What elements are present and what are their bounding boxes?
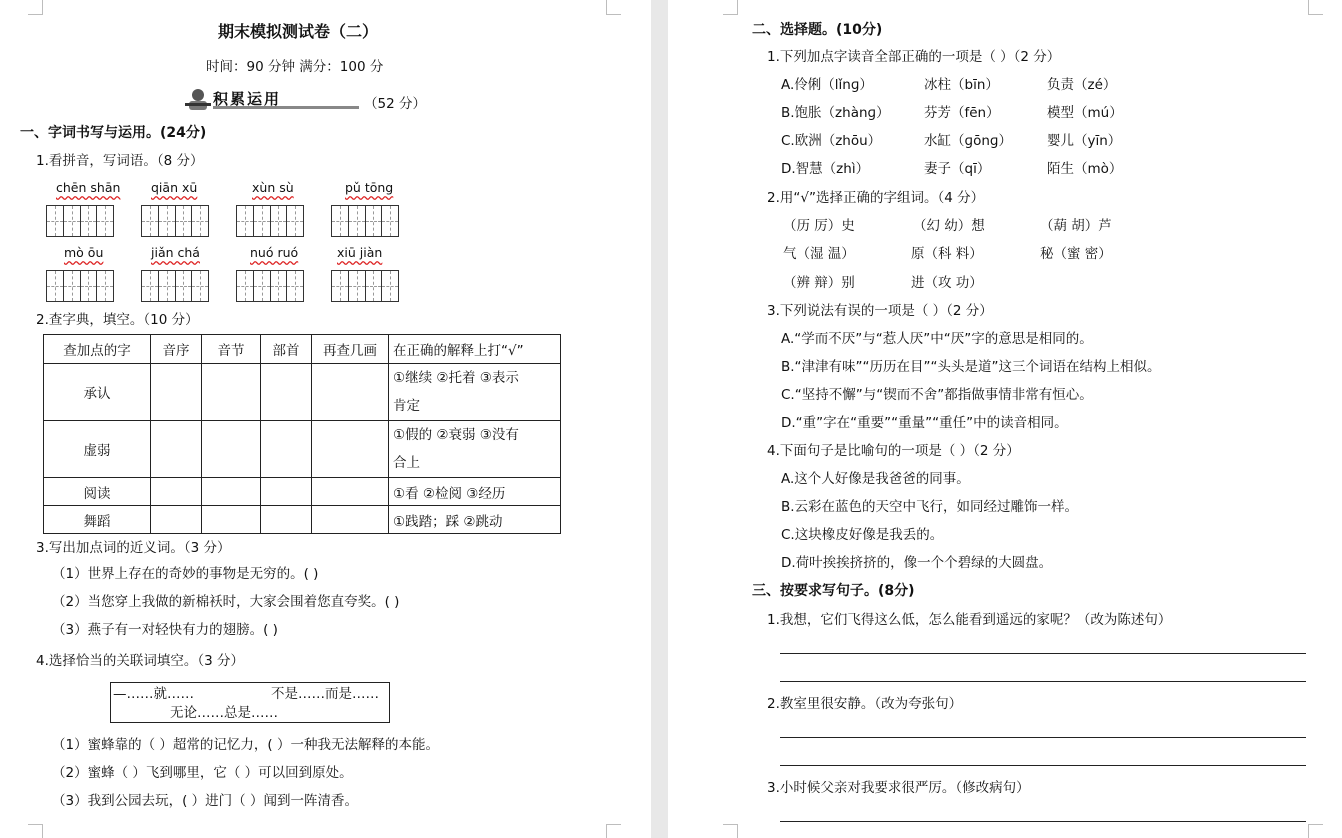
r-s3-item-3: 3.小时候父亲对我要求很严厉。（修改病句） <box>767 780 1030 796</box>
pinyin-6: jiǎn chá <box>151 245 200 260</box>
table-header: 音序 <box>151 335 202 364</box>
table-cell[interactable] <box>261 478 312 506</box>
table-cell[interactable] <box>151 364 202 421</box>
writing-grid-3[interactable] <box>236 205 304 237</box>
r-q2-item: 原（科 料） <box>911 246 983 262</box>
r-q3-option: B.“津津有味”“历历在目”“头头是道”这三个词语在结构上相似。 <box>781 359 1161 375</box>
writing-grid-5[interactable] <box>46 270 114 302</box>
writing-grid-2[interactable] <box>141 205 209 237</box>
writing-grid-6[interactable] <box>141 270 209 302</box>
table-cell[interactable] <box>312 364 389 421</box>
section-2-title: 二、选择题。(10分) <box>752 22 883 38</box>
r-q3-option: D.“重”字在“重要”“重量”“重任”中的读音相同。 <box>781 415 1068 431</box>
r-q2-item: 进（攻 功） <box>911 275 983 291</box>
q4-item-1: （1）蜜蜂靠的（ ）超常的记忆力，( ）一种我无法解释的本能。 <box>52 737 439 753</box>
pinyin-7: nuó ruó <box>250 245 299 260</box>
r-q1-option: 水缸（ɡōnɡ） <box>924 133 1012 149</box>
r-q4-option: D.荷叶挨挨挤挤的，像一个个碧绿的大圆盘。 <box>781 555 1053 571</box>
r-q1-option: 负责（zé） <box>1047 77 1117 93</box>
badge-score: （52 分） <box>364 96 426 112</box>
crop-mark <box>723 0 738 15</box>
r-q3-option: A.“学而不厌”与“惹人厌”中“厌”字的意思是相同的。 <box>781 331 1093 347</box>
table-cell[interactable] <box>202 364 261 421</box>
r-q1-option: 婴儿（yīn） <box>1047 133 1122 149</box>
table-meaning[interactable]: ①看 ②检阅 ③经历 <box>389 478 561 506</box>
r-q2-item: （幻 幼）想 <box>913 218 985 234</box>
conjunction-box <box>110 682 390 723</box>
crop-mark <box>606 0 621 15</box>
badge-label: 积累运用 <box>213 90 282 108</box>
r-q4-option: B.云彩在蓝色的天空中飞行，如同经过雕饰一样。 <box>781 499 1079 515</box>
r-q1-option: 模型（mú） <box>1047 105 1123 121</box>
table-word: 舞蹈 <box>44 506 151 534</box>
pinyin-3: xùn sù <box>252 180 294 195</box>
meaning-line: 肯定 <box>393 398 420 414</box>
conjunction-2: 不是……而是…… <box>271 686 379 702</box>
pinyin-8: xiū jiàn <box>337 245 383 260</box>
exam-subtitle: 时间：90 分钟 满分：100 分 <box>206 59 384 75</box>
answer-line[interactable] <box>780 737 1306 738</box>
table-word: 阅读 <box>44 478 151 506</box>
crop-mark <box>606 824 621 838</box>
r-q2-item: （辨 辩）别 <box>783 275 855 291</box>
writing-grid-4[interactable] <box>331 205 399 237</box>
q3-prompt: 3.写出加点词的近义词。（3 分） <box>36 540 231 556</box>
r-s3-item-2: 2.教室里很安静。（改为夸张句） <box>767 696 963 712</box>
r-q4-option: C.这块橡皮好像是我丢的。 <box>781 527 944 543</box>
q3-item-2: （2）当您穿上我做的新棉袄时，大家会围着您直夸奖。( ) <box>52 594 400 610</box>
pinyin-4: pǔ tōng <box>345 180 394 195</box>
conjunction-1: —……就…… <box>113 686 194 702</box>
r-q1-option: 陌生（mò） <box>1047 161 1123 177</box>
table-row <box>44 364 561 421</box>
table-cell[interactable] <box>151 506 202 534</box>
crop-mark <box>1308 824 1323 838</box>
pinyin-1: chēn shān <box>56 180 121 195</box>
answer-line[interactable] <box>780 821 1306 822</box>
section-badge <box>183 86 361 112</box>
r-q3-option: C.“坚持不懈”与“锲而不舍”都指做事情非常有恒心。 <box>781 387 1093 403</box>
exam-title: 期末模拟测试卷（二） <box>218 22 379 41</box>
table-cell[interactable] <box>202 506 261 534</box>
meaning-line: ①继续 ②托着 ③表示 <box>393 370 519 386</box>
r-q3-prompt: 3.下列说法有误的一项是（ ）（2 分） <box>767 303 993 319</box>
r-q1-option: 冰柱（bīn） <box>924 77 999 93</box>
writing-grid-1[interactable] <box>46 205 114 237</box>
table-cell[interactable] <box>261 421 312 478</box>
table-meaning[interactable]: ①践踏；踩 ②跳动 <box>389 506 561 534</box>
section-3-title: 三、按要求写句子。(8分) <box>752 583 915 599</box>
table-header: 查加点的字 <box>44 335 151 364</box>
r-q2-item: （葫 胡）芦 <box>1040 218 1112 234</box>
r-q1-option: 妻子（qī） <box>924 161 991 177</box>
table-header: 音节 <box>202 335 261 364</box>
q4-prompt: 4.选择恰当的关联词填空。（3 分） <box>36 653 245 669</box>
table-cell[interactable] <box>261 364 312 421</box>
pinyin-2: qiān xū <box>151 180 198 195</box>
q3-item-3: （3）燕子有一对轻快有力的翅膀。( ) <box>52 622 278 638</box>
meaning-line: 合上 <box>393 455 420 471</box>
table-cell[interactable] <box>312 421 389 478</box>
crop-mark <box>723 824 738 838</box>
conjunction-3: 无论……总是…… <box>170 705 278 721</box>
r-q2-item: 秘（蜜 密） <box>1040 246 1112 262</box>
r-q1-option: C.欧洲（zhōu） <box>781 133 882 149</box>
left-page <box>0 0 651 838</box>
r-q1-option: 芬芳（fēn） <box>924 105 1000 121</box>
table-header: 部首 <box>261 335 312 364</box>
table-row <box>44 478 561 506</box>
r-q1-prompt: 1.下列加点字读音全部正确的一项是（ ）（2 分） <box>767 49 1061 65</box>
answer-line[interactable] <box>780 653 1306 654</box>
q4-item-2: （2）蜜蜂（ ）飞到哪里，它（ ）可以回到原处。 <box>52 765 353 781</box>
table-header: 再查几画 <box>312 335 389 364</box>
table-row <box>44 506 561 534</box>
r-q4-prompt: 4.下面句子是比喻句的一项是（ ）（2 分） <box>767 443 1020 459</box>
answer-line[interactable] <box>780 681 1306 682</box>
writing-grid-8[interactable] <box>331 270 399 302</box>
r-s3-item-1: 1.我想，它们飞得这么低，怎么能看到遥远的家呢？（改为陈述句） <box>767 612 1172 628</box>
r-q1-option: D.智慧（zhì） <box>781 161 870 177</box>
r-q1-option: B.饱胀（zhànɡ） <box>781 105 890 121</box>
table-row <box>44 421 561 478</box>
dictionary-table <box>43 334 561 534</box>
crop-mark <box>28 824 43 838</box>
student-icon <box>183 86 213 112</box>
q2-prompt: 2.查字典，填空。（10 分） <box>36 312 199 328</box>
table-word: 承认 <box>44 364 151 421</box>
pinyin-5: mò ōu <box>64 245 104 260</box>
r-q2-item: （历 厉）史 <box>783 218 855 234</box>
r-q1-option: A.伶俐（lǐnɡ） <box>781 77 873 93</box>
table-cell[interactable] <box>312 506 389 534</box>
table-cell[interactable] <box>151 421 202 478</box>
crop-mark <box>1308 0 1323 15</box>
q3-item-1: （1）世界上存在的奇妙的事物是无穷的。( ) <box>52 566 319 582</box>
q1-prompt: 1.看拼音，写词语。（8 分） <box>36 153 204 169</box>
table-meaning[interactable] <box>389 421 561 478</box>
r-q2-prompt: 2.用“√”选择正确的字组词。（4 分） <box>767 190 985 206</box>
table-cell[interactable] <box>202 421 261 478</box>
table-meaning[interactable] <box>389 364 561 421</box>
answer-line[interactable] <box>780 765 1306 766</box>
crop-mark <box>28 0 43 15</box>
r-q4-option: A.这个人好像是我爸爸的同事。 <box>781 471 970 487</box>
writing-grid-7[interactable] <box>236 270 304 302</box>
section-1-title: 一、字词书写与运用。(24分) <box>20 125 207 141</box>
table-cell[interactable] <box>261 506 312 534</box>
table-header-row <box>44 335 561 364</box>
r-q2-item: 气（湿 温） <box>783 246 855 262</box>
table-word: 虚弱 <box>44 421 151 478</box>
table-cell[interactable] <box>312 478 389 506</box>
meaning-line: ①假的 ②衰弱 ③没有 <box>393 427 519 443</box>
table-cell[interactable] <box>151 478 202 506</box>
q4-item-3: （3）我到公园去玩，( ）进门（ ）闻到一阵清香。 <box>52 793 358 809</box>
table-cell[interactable] <box>202 478 261 506</box>
table-header: 在正确的解释上打“√” <box>389 335 561 364</box>
